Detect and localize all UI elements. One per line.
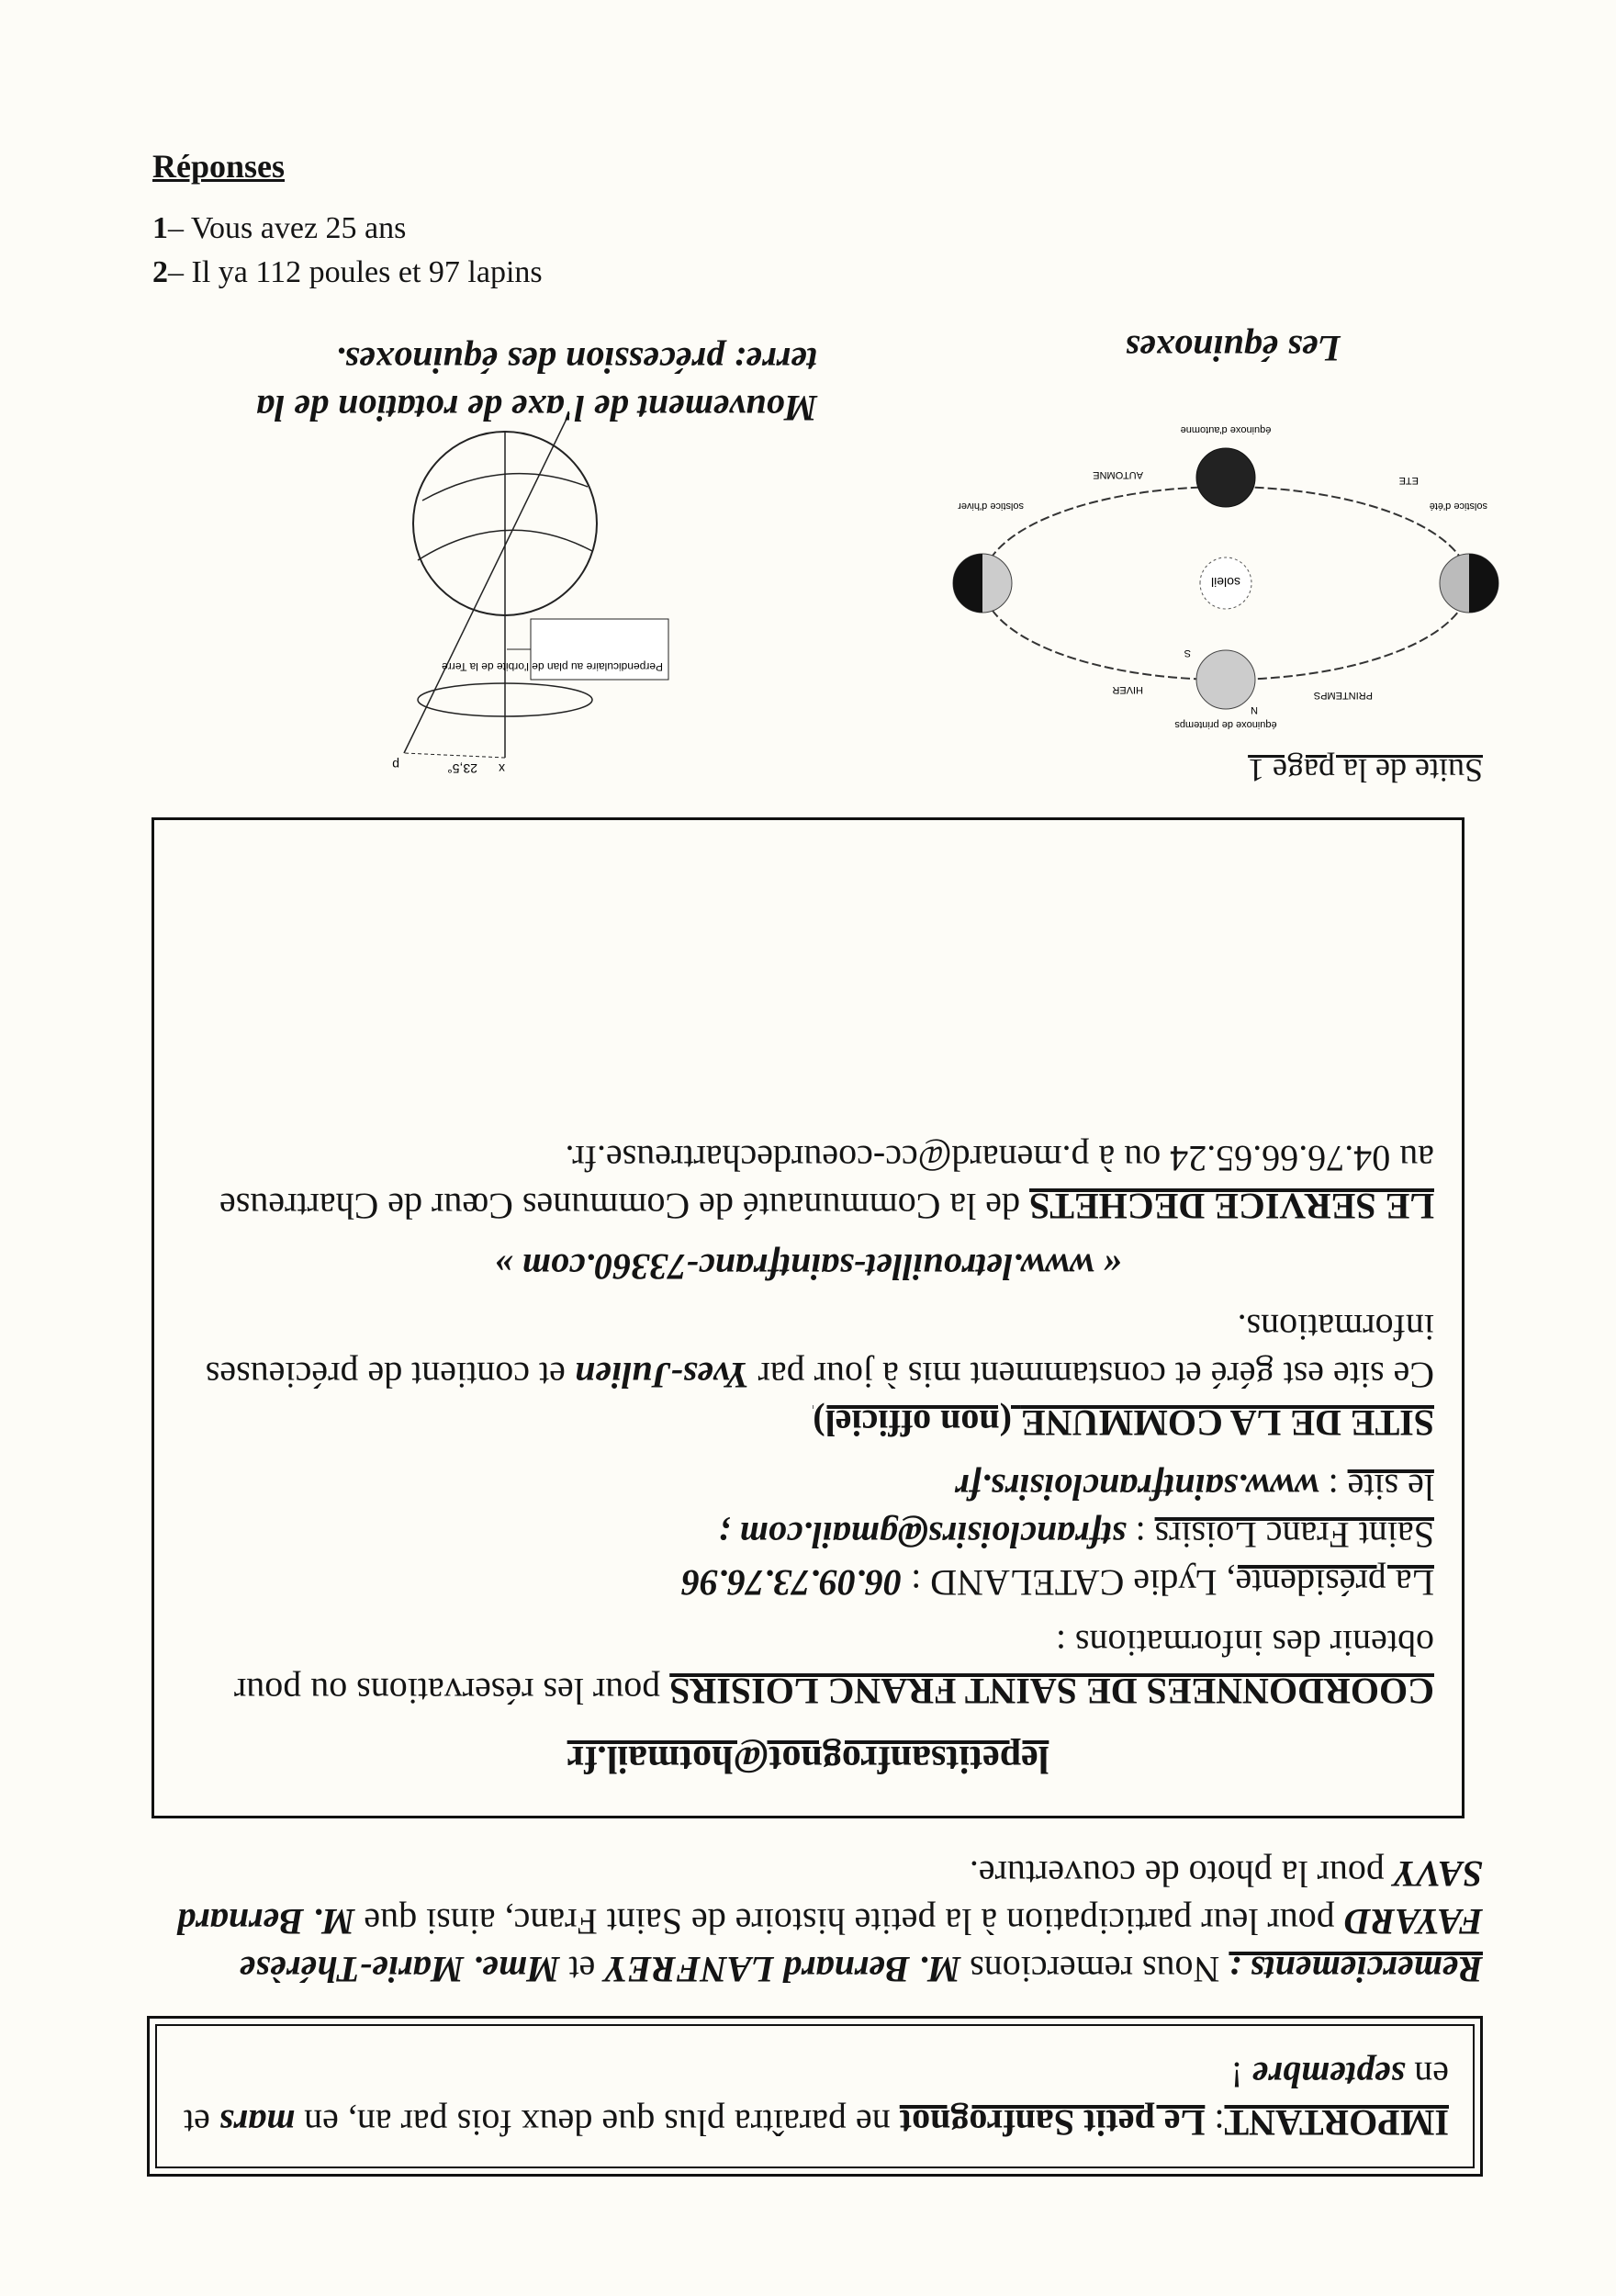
- equinoxes-caption: Les équinoxes: [1125, 328, 1341, 369]
- earth-winter-icon: [953, 554, 1012, 613]
- continued-from-page: Suite de la page 1: [1248, 752, 1483, 789]
- thanks-paragraph: Remerciements : Nous remercions M. Bernard LANFREY et Mme. Marie-Thérèse FAYARD pour leur participation à la petite histoire de Saint Franc, ainsi que M. Bernard SAVY pour la photo de couverture.: [176, 1853, 1483, 1990]
- season-automne: AUTOMNE: [1093, 469, 1143, 480]
- answer-2: 2– Il ya 112 poules et 97 lapins: [152, 255, 543, 289]
- autumn-label: équinoxe d'automne: [1180, 424, 1272, 435]
- season-printemps: PRINTEMPS: [1313, 690, 1373, 701]
- winter-label: solstice d'hiver: [958, 501, 1024, 512]
- answer-1: 1– Vous avez 25 ans: [152, 211, 407, 245]
- dechets-paragraph: LE SERVICE DECHETS de la Communauté de Communes Cœur de Chartreuse au 04.76.66.65.24 ou à p.menard@cc-coeurdechartreuse.fr.: [219, 1138, 1434, 1227]
- spring-label: équinoxe de printemps: [1174, 719, 1277, 730]
- commune-paragraph: Ce site est géré et constamment mis à jour par Yves-Julien et contient de précieuses informations.: [205, 1307, 1434, 1396]
- answers-title: Réponses: [152, 148, 286, 185]
- earth-autumn-icon: [1196, 448, 1255, 507]
- commune-url: « www.letrouillet-saintfranc-73360.com »: [494, 1246, 1122, 1288]
- loisirs-site-line: le site : www.saintfrancloisirs.fr: [955, 1467, 1434, 1508]
- summer-label: solstice d'été: [1429, 501, 1487, 512]
- upside-down-page: [0, 321, 1616, 2296]
- contact-box: [152, 817, 1464, 1818]
- coordinates-paragraph: COORDONNEES DE SAINT FRANC LOISIRS pour les réservations ou pour obtenir des informations :: [233, 1623, 1434, 1712]
- axis-x-label: x: [499, 761, 505, 776]
- north-label: N: [1251, 704, 1258, 715]
- axis-caption: Mouvement de l'axe de rotation de la terre: précession des équinoxes.: [255, 340, 817, 429]
- axis-precession-diagram: [376, 377, 679, 781]
- axis-angle-label: 23,5°: [447, 761, 477, 776]
- important-notice: IMPORTANT: Le petit Sanfrognot ne paraîtra plus que deux fois par an, en mars et en septembre !: [147, 2016, 1483, 2177]
- earth-spring-icon: [1196, 650, 1255, 709]
- president-line: La présidente, Lydie CATELAND : 06.09.73.76.96: [681, 1562, 1434, 1604]
- axis-p-label: p: [392, 758, 399, 772]
- south-label: S: [1184, 647, 1191, 658]
- newsletter-email: lepetitsanfrognot@hotmail.fr: [567, 1738, 1049, 1780]
- season-ete: ETE: [1398, 475, 1419, 486]
- earth-summer-icon: [1440, 554, 1498, 613]
- perpendicular-label: Perpendiculaire au plan de l'orbite de la Terre: [442, 660, 663, 673]
- season-hiver: HIVER: [1112, 684, 1143, 695]
- sun-label: soleil: [1211, 575, 1240, 590]
- tilted-axis: [404, 413, 569, 753]
- loisirs-email-line: Saint Franc Loisirs : stfrancloisirs@gmail.com ;: [718, 1514, 1434, 1556]
- equinox-orbit-diagram: [941, 395, 1501, 744]
- commune-title: SITE DE LA COMMUNE (non officiel): [813, 1402, 1434, 1444]
